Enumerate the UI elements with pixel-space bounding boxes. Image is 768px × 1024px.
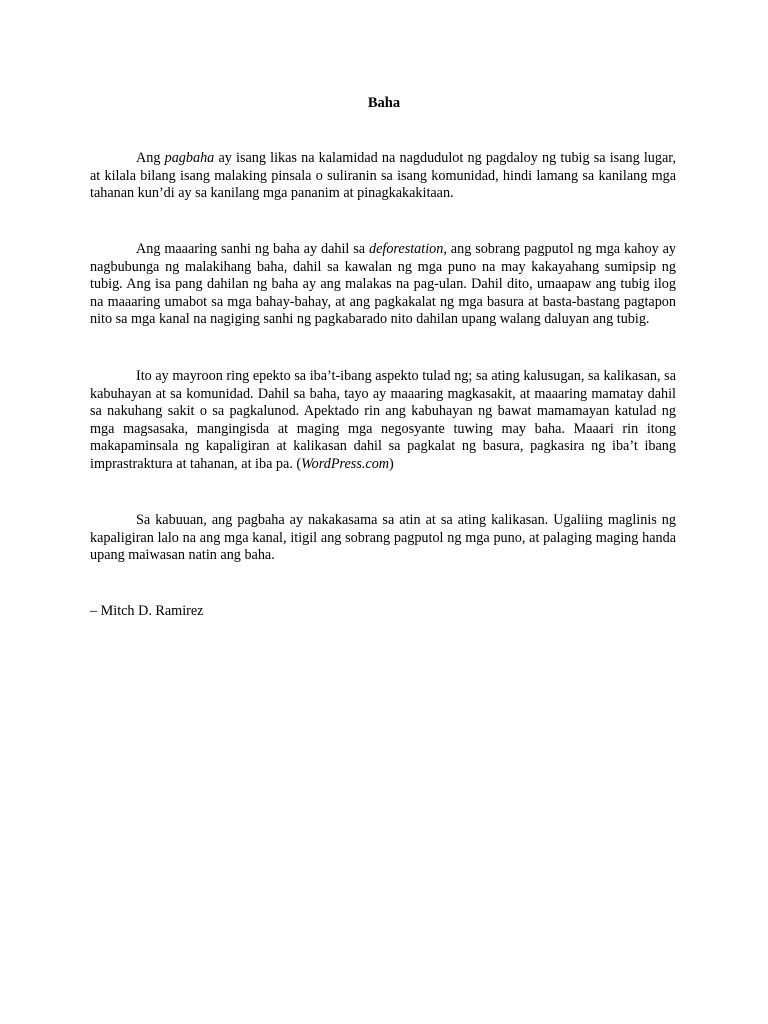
paragraph-4: [90, 512, 676, 565]
paragraph-1-text-continued: ay isang likas na kalamidad na nagdudulot ng pagdaloy ng tubig sa isang lugar, at kilala bilang isang malaking pinsala o suliranin sa isang komunidad, hindi lamang sa kanilang mga tahanan kun’di ay sa kanilang mga pananim at pinagkakakitaan.: [90, 150, 676, 201]
paragraph-3-text: Ito ay mayroon ring epekto sa iba’t-ibang aspekto tulad ng; sa ating kalusugan, sa kalikasan, sa kabuhayan at sa komunidad. Dahil sa baha, tayo ay maaaring magkasakit, at maaaring mamatay dahil sa nakuhang sakit o sa pagkalunod. Apektado rin ang kabuhayan ng bawat mamamayan katulad ng mga magsasaka, mangingisda at maging mga negosyante tuwing may baha. Maaari rin itong makapaminsala ng kapaligiran at kalikasan dahil sa pagkalat ng basura, pagkasira ng iba’t ibang imprastraktura at tahanan, at iba pa. (: [90, 368, 676, 472]
paragraph-1: [90, 150, 676, 203]
paragraph-3: [90, 368, 676, 473]
author-signature: – Mitch D. Ramirez: [90, 603, 204, 619]
paragraph-4-text: Sa kabuuan, ang pagbaha ay nakakasama sa atin at sa ating kalikasan. Ugaliing maglinis ng kapaligiran lalo na ang mga kanal, itigil ang sobrang pagputol ng mga puno, at palaging maging handa upang maiwasan natin ang baha.: [90, 512, 676, 563]
document-title: Baha: [367, 95, 401, 111]
paragraph-2-italic-term: deforestation: [368, 241, 444, 257]
paragraph-3-source-citation: WordPress.com: [301, 455, 390, 472]
paragraph-3-text-continued: ): [389, 455, 394, 472]
paragraph-2-text: Ang maaaring sanhi ng baha ay dahil sa: [136, 241, 369, 257]
paragraph-1-text: Ang: [136, 150, 165, 166]
paragraph-1-italic-term: pagbaha: [164, 150, 215, 166]
paragraph-2: [90, 241, 676, 329]
paragraph-2-text-continued: , ang sobrang pagputol ng mga kahoy ay nagbubunga ng malakihang baha, dahil sa kawalan ng mga puno na may kakayahang sumipsip ng tubig. Ang isa pang dahilan ng baha ay ang malakas na pag-ulan. Dahil dito, umaapaw ang tubig ilog na maaaring umabot sa mga bahay-bahay, at ang pagkakalat ng mga basura at basta-bastang pagtapon nito sa mga kanal na nagiging sanhi ng pagkabarado nito dahilan upang walang daluyan ang tubig.: [90, 241, 676, 327]
